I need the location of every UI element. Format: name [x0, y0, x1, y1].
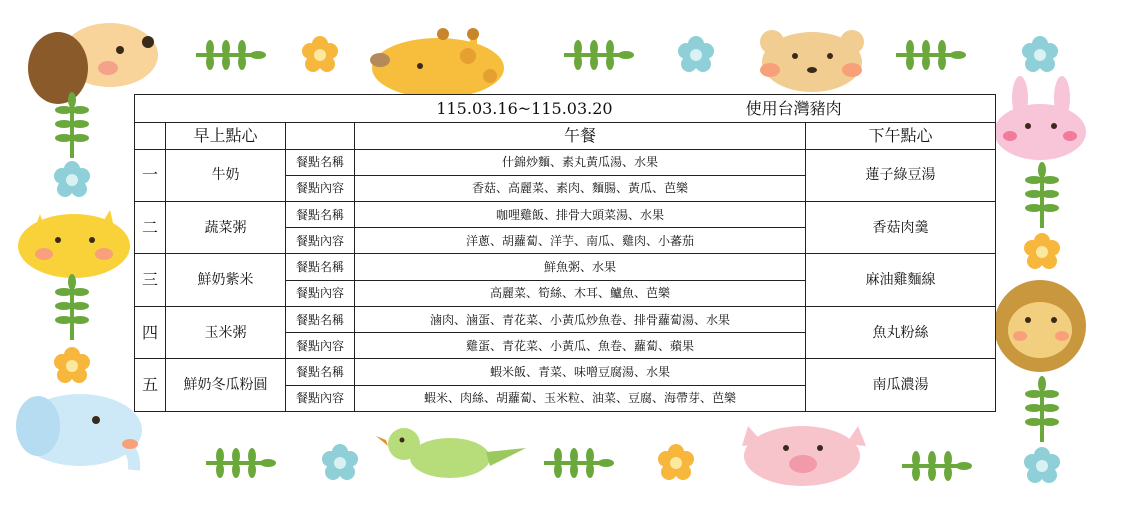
- header-row: [135, 123, 996, 149]
- elephant-face-icon: [16, 394, 142, 470]
- pig-face-icon: [742, 426, 866, 486]
- header-day: [135, 123, 166, 149]
- lunch-content-cell: 蝦米、肉絲、胡蘿蔔、玉米粒、油菜、豆腐、海帶芽、芭樂: [355, 385, 806, 411]
- meal-content-label: 餐點內容: [286, 175, 355, 201]
- lunch-content-cell: 高麗菜、筍絲、木耳、鱸魚、芭樂: [355, 280, 806, 306]
- leaf-sprig-icon: [902, 451, 972, 481]
- lunch-name-cell: 蝦米飯、青菜、味噌豆腐湯、水果: [355, 359, 806, 385]
- orange-flower-icon: [658, 444, 694, 480]
- day-cell: 一: [135, 149, 166, 201]
- table-row: [135, 201, 996, 227]
- morning-snack-cell: 鮮奶紫米: [166, 254, 286, 306]
- lunch-name-cell: 什錦炒麵、素丸黃瓜湯、水果: [355, 149, 806, 175]
- blue-flower-icon: [54, 161, 90, 197]
- table-row: [135, 359, 996, 385]
- morning-snack-cell: 牛奶: [166, 149, 286, 201]
- header-lunch: 午餐: [355, 123, 806, 149]
- lunch-content-cell: 雞蛋、青花菜、小黃瓜、魚卷、蘿蔔、蘋果: [355, 333, 806, 359]
- lunch-name-cell: 鮮魚粥、水果: [355, 254, 806, 280]
- header-kind: [286, 123, 355, 149]
- morning-snack-cell: 蔬菜粥: [166, 201, 286, 253]
- afternoon-snack-cell: 香菇肉羹: [806, 201, 996, 253]
- leaf-sprig-icon: [206, 448, 276, 478]
- title-cell: [135, 95, 996, 123]
- day-cell: 四: [135, 306, 166, 358]
- leaf-sprig-icon: [1025, 162, 1059, 228]
- leaf-sprig-icon: [1025, 376, 1059, 442]
- afternoon-snack-cell: 蓮子綠豆湯: [806, 149, 996, 201]
- afternoon-snack-cell: 魚丸粉絲: [806, 306, 996, 358]
- cat-face-icon: [18, 210, 130, 278]
- giraffe-face-icon: [370, 28, 504, 98]
- meal-name-label: 餐點名稱: [286, 359, 355, 385]
- dog-face-icon: [28, 23, 158, 104]
- day-cell: 二: [135, 201, 166, 253]
- date-range: 115.03.16~115.03.20: [436, 98, 613, 118]
- meal-name-label: 餐點名稱: [286, 149, 355, 175]
- meal-name-label: 餐點名稱: [286, 306, 355, 332]
- meal-name-label: 餐點名稱: [286, 201, 355, 227]
- day-cell: 三: [135, 254, 166, 306]
- table-row: [135, 254, 996, 280]
- table-row: [135, 149, 996, 175]
- morning-snack-cell: 鮮奶冬瓜粉圓: [166, 359, 286, 412]
- blue-flower-icon: [1024, 447, 1060, 483]
- bird-icon: [376, 428, 526, 478]
- pork-origin-note: 使用台灣豬肉: [745, 98, 842, 118]
- header-afternoon-snack: 下午點心: [806, 123, 996, 149]
- blue-flower-icon: [1022, 36, 1058, 72]
- lion-face-icon: [994, 280, 1086, 372]
- orange-flower-icon: [302, 36, 338, 72]
- blue-flower-icon: [322, 444, 358, 480]
- rabbit-face-icon: [994, 76, 1086, 160]
- meal-content-label: 餐點內容: [286, 385, 355, 411]
- leaf-sprig-icon: [55, 274, 89, 340]
- day-cell: 五: [135, 359, 166, 412]
- lunch-name-cell: 咖哩雞飯、排骨大頭菜湯、水果: [355, 201, 806, 227]
- bear-face-icon: [760, 30, 864, 92]
- leaf-sprig-icon: [896, 40, 966, 70]
- title-row: [135, 95, 996, 123]
- meal-content-label: 餐點內容: [286, 228, 355, 254]
- table-row: [135, 306, 996, 332]
- meal-name-label: 餐點名稱: [286, 254, 355, 280]
- weekly-menu-table: [134, 94, 996, 412]
- header-morning-snack: 早上點心: [166, 123, 286, 149]
- leaf-sprig-icon: [196, 40, 266, 70]
- lunch-name-cell: 滷肉、滷蛋、青花菜、小黃瓜炒魚卷、排骨蘿蔔湯、水果: [355, 306, 806, 332]
- meal-content-label: 餐點內容: [286, 333, 355, 359]
- blue-flower-icon: [678, 36, 714, 72]
- afternoon-snack-cell: 南瓜濃湯: [806, 359, 996, 412]
- orange-flower-icon: [1024, 233, 1060, 269]
- morning-snack-cell: 玉米粥: [166, 306, 286, 358]
- afternoon-snack-cell: 麻油雞麵線: [806, 254, 996, 306]
- leaf-sprig-icon: [544, 448, 614, 478]
- lunch-content-cell: 香菇、高麗菜、素肉、麵腸、黃瓜、芭樂: [355, 175, 806, 201]
- orange-flower-icon: [54, 347, 90, 383]
- meal-content-label: 餐點內容: [286, 280, 355, 306]
- leaf-sprig-icon: [564, 40, 634, 70]
- lunch-content-cell: 洋蔥、胡蘿蔔、洋芋、南瓜、雞肉、小蕃茄: [355, 228, 806, 254]
